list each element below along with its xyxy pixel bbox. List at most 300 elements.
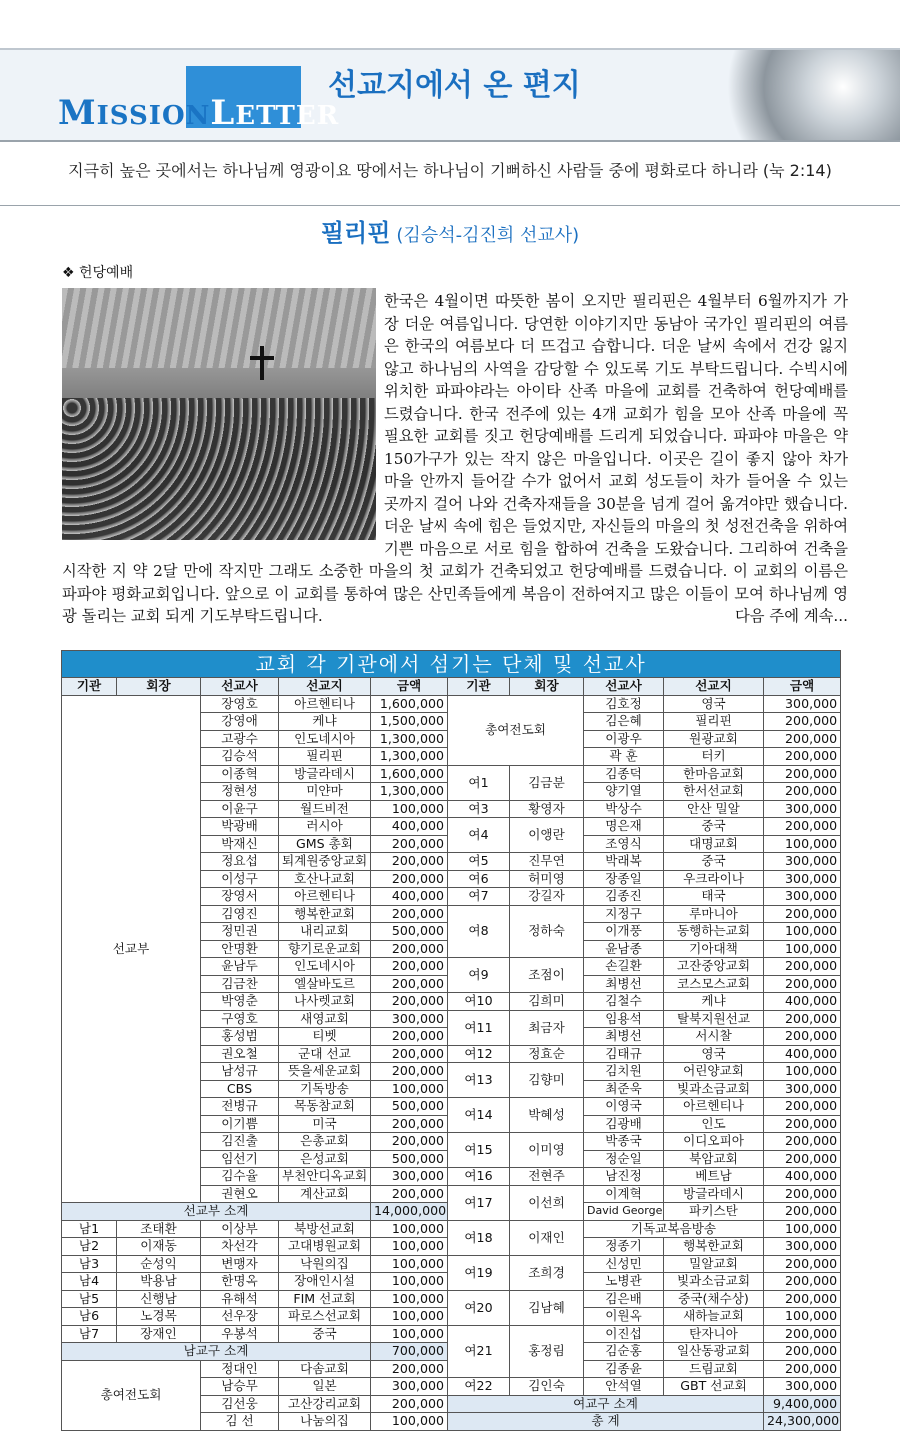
country-heading <box>0 213 900 248</box>
head: 신행남 <box>117 1290 201 1308</box>
missionary-name: 김선웅 <box>201 1395 279 1413</box>
missionary-name: 김태규 <box>584 1045 664 1063</box>
country-name: 필리핀 <box>320 219 391 247</box>
org: 여16 <box>448 1168 510 1186</box>
head: 이앵란 <box>510 818 584 853</box>
amount: 100,000 <box>764 940 841 958</box>
mission-field: 목동참교회 <box>279 1098 371 1116</box>
mission-field: 어린양교회 <box>664 1063 764 1081</box>
org: 여17 <box>448 1185 510 1220</box>
head: 조점이 <box>510 958 584 993</box>
amount: 200,000 <box>371 993 448 1011</box>
amount: 200,000 <box>371 1395 448 1413</box>
mission-field: 베트남 <box>664 1168 764 1186</box>
amount: 200,000 <box>371 975 448 993</box>
donation-table <box>61 650 841 1431</box>
missionary-name: 김금찬 <box>201 975 279 993</box>
org: 여18 <box>448 1220 510 1255</box>
missionary-name: 정종기 <box>584 1238 664 1256</box>
mission-field: 아르헨티나 <box>279 888 371 906</box>
amount: 200,000 <box>371 853 448 871</box>
amount: 300,000 <box>371 1168 448 1186</box>
missionary-name: 강영애 <box>201 713 279 731</box>
table-header-row <box>62 678 841 696</box>
missionary-name: 지정구 <box>584 905 664 923</box>
subtotal-label: 여교구 소계 <box>448 1395 764 1413</box>
amount: 100,000 <box>371 1238 448 1256</box>
missionary-name: 정요섭 <box>201 853 279 871</box>
missionary-name: 김종덕 <box>584 765 664 783</box>
org: 여1 <box>448 765 510 800</box>
amount: 200,000 <box>764 1325 841 1343</box>
mission-field: 한서선교회 <box>664 783 764 801</box>
head: 조희경 <box>510 1255 584 1290</box>
missionary-name: 장종일 <box>584 870 664 888</box>
missionary-name: 유해석 <box>201 1290 279 1308</box>
head: 김향미 <box>510 1063 584 1098</box>
amount: 200,000 <box>371 905 448 923</box>
mission-field: 고대병원교회 <box>279 1238 371 1256</box>
head: 노경목 <box>117 1308 201 1326</box>
missionary-name: 이상부 <box>201 1220 279 1238</box>
amount: 1,600,000 <box>371 765 448 783</box>
missionary-name: 홍성범 <box>201 1028 279 1046</box>
cross-icon-bar <box>250 356 274 360</box>
missionary-name: 차선각 <box>201 1238 279 1256</box>
amount: 200,000 <box>764 1098 841 1116</box>
head: 황영자 <box>510 800 584 818</box>
missionary-name: 선우장 <box>201 1308 279 1326</box>
missionary-name: 박영춘 <box>201 993 279 1011</box>
mission-field: 케냐 <box>279 713 371 731</box>
section-title: ❖ 헌당예배 <box>62 265 134 281</box>
missionary-name: 김순홍 <box>584 1343 664 1361</box>
column-header: 기관 <box>448 678 510 696</box>
head: 박용남 <box>117 1273 201 1291</box>
missionary-name: 김종진 <box>584 888 664 906</box>
missionary-name: 김수율 <box>201 1168 279 1186</box>
head: 김인숙 <box>510 1378 584 1396</box>
photo-crowd <box>62 398 376 540</box>
missionary-name: 남승무 <box>201 1378 279 1396</box>
missionary-name: 박광배 <box>201 818 279 836</box>
head: 순성익 <box>117 1255 201 1273</box>
missionary-name: 장영서 <box>201 888 279 906</box>
mission-field: 아르헨티나 <box>664 1098 764 1116</box>
mission-field: 드림교회 <box>664 1360 764 1378</box>
photo-roof <box>62 288 376 368</box>
mission-field: 영국 <box>664 695 764 713</box>
amount: 200,000 <box>764 1343 841 1361</box>
mission-field: 티벳 <box>279 1028 371 1046</box>
column-header: 선교사 <box>201 678 279 696</box>
head: 이선희 <box>510 1185 584 1220</box>
mission-field: GBT 선교회 <box>664 1378 764 1396</box>
mission-field: 뜻을세운교회 <box>279 1063 371 1081</box>
amount: 300,000 <box>764 1238 841 1256</box>
head: 진무연 <box>510 853 584 871</box>
mission-field: 방글라데시 <box>664 1185 764 1203</box>
mission-field: 케냐 <box>664 993 764 1011</box>
missionary-name: 권현오 <box>201 1185 279 1203</box>
church-dedication-photo <box>62 288 376 540</box>
amount: 300,000 <box>764 888 841 906</box>
missionary-name: 최병선 <box>584 975 664 993</box>
amount: 500,000 <box>371 923 448 941</box>
amount: 200,000 <box>371 835 448 853</box>
mission-field: 밀알교회 <box>664 1255 764 1273</box>
missionary-name: 전병규 <box>201 1098 279 1116</box>
missionary-name: 장영호 <box>201 695 279 713</box>
head: 정하숙 <box>510 905 584 958</box>
org-label: 선교부 <box>62 695 201 1203</box>
column-header: 금액 <box>764 678 841 696</box>
amount: 1,300,000 <box>371 748 448 766</box>
missionary-name: 박상수 <box>584 800 664 818</box>
mission-field: 대명교회 <box>664 835 764 853</box>
org: 남7 <box>62 1325 117 1343</box>
amount: 100,000 <box>371 1413 448 1431</box>
missionary-name: 안명환 <box>201 940 279 958</box>
head: 장재인 <box>117 1325 201 1343</box>
head: 정효순 <box>510 1045 584 1063</box>
missionary-name: 남성규 <box>201 1063 279 1081</box>
amount: 300,000 <box>371 1378 448 1396</box>
amount: 200,000 <box>371 1045 448 1063</box>
mission-field: 서시찰 <box>664 1028 764 1046</box>
mission-field: 러시아 <box>279 818 371 836</box>
mission-field: 북방선교회 <box>279 1220 371 1238</box>
amount: 200,000 <box>371 1063 448 1081</box>
org: 남4 <box>62 1273 117 1291</box>
missionary-name: 노병관 <box>584 1273 664 1291</box>
cross-icon <box>260 346 264 380</box>
mission-field: 한마음교회 <box>664 765 764 783</box>
missionary-name: 정민권 <box>201 923 279 941</box>
amount: 100,000 <box>371 800 448 818</box>
mission-field: 고잔중앙교회 <box>664 958 764 976</box>
amount: 100,000 <box>764 1063 841 1081</box>
mission-field: 기아대책 <box>664 940 764 958</box>
head: 김금분 <box>510 765 584 800</box>
amount: 200,000 <box>764 713 841 731</box>
org: 여19 <box>448 1255 510 1290</box>
missionary-name: 이개풍 <box>584 923 664 941</box>
missionary-name: 변맹자 <box>201 1255 279 1273</box>
amount: 200,000 <box>764 975 841 993</box>
amount: 100,000 <box>371 1308 448 1326</box>
missionary-name: 이성구 <box>201 870 279 888</box>
mission-field: 필리핀 <box>664 713 764 731</box>
mission-field: 파로스선교회 <box>279 1308 371 1326</box>
mission-field: 인도네시아 <box>279 958 371 976</box>
table-title: 교회 각 기관에서 섬기는 단체 및 선교사 <box>62 651 841 678</box>
head: 김남혜 <box>510 1290 584 1325</box>
amount: 200,000 <box>764 783 841 801</box>
missionary-name: 신성민 <box>584 1255 664 1273</box>
missionary-name: 이원옥 <box>584 1308 664 1326</box>
mission-field: 중국 <box>664 818 764 836</box>
continued-note: 다음 주에 계속... <box>735 607 848 625</box>
mission-field: 터키 <box>664 748 764 766</box>
amount: 200,000 <box>764 958 841 976</box>
missionary-name: 우봉석 <box>201 1325 279 1343</box>
amount: 200,000 <box>764 905 841 923</box>
missionary-name: 박종국 <box>584 1133 664 1151</box>
missionary-name: 안석열 <box>584 1378 664 1396</box>
missionary-name: 김영진 <box>201 905 279 923</box>
amount: 200,000 <box>764 1185 841 1203</box>
amount: 200,000 <box>371 958 448 976</box>
amount: 200,000 <box>764 1203 841 1221</box>
mission-field: 은총교회 <box>279 1133 371 1151</box>
org: 여6 <box>448 870 510 888</box>
missionary-name: 김은배 <box>584 1290 664 1308</box>
amount: 1,600,000 <box>371 695 448 713</box>
org: 여20 <box>448 1290 510 1325</box>
amount: 400,000 <box>371 818 448 836</box>
mission-field: 행복한교회 <box>279 905 371 923</box>
head: 강길자 <box>510 888 584 906</box>
verse-divider <box>0 205 900 206</box>
amount: 300,000 <box>764 695 841 713</box>
amount: 300,000 <box>764 1080 841 1098</box>
amount: 1,300,000 <box>371 783 448 801</box>
mission-field: 우크라이나 <box>664 870 764 888</box>
mission-field: 중국 <box>664 853 764 871</box>
missionary-name: CBS <box>201 1080 279 1098</box>
amount: 200,000 <box>764 748 841 766</box>
amount: 1,500,000 <box>371 713 448 731</box>
mission-field: 새영교회 <box>279 1010 371 1028</box>
missionary-name: 이기쁨 <box>201 1115 279 1133</box>
mission-field: 월드비전 <box>279 800 371 818</box>
amount: 100,000 <box>764 923 841 941</box>
missionary-name: David George <box>584 1203 664 1221</box>
header-divider <box>0 140 900 142</box>
amount: 100,000 <box>371 1290 448 1308</box>
amount: 400,000 <box>371 888 448 906</box>
missionary-name: 김 선 <box>201 1413 279 1431</box>
amount: 300,000 <box>371 1010 448 1028</box>
head: 이재인 <box>510 1220 584 1255</box>
org: 남6 <box>62 1308 117 1326</box>
mission-field: 중국(채수상) <box>664 1290 764 1308</box>
missionary-names: (김승석-김진희 선교사) <box>396 225 580 246</box>
missionary-name: 이윤구 <box>201 800 279 818</box>
globe-image <box>710 50 900 142</box>
org: 여7 <box>448 888 510 906</box>
amount: 200,000 <box>371 1028 448 1046</box>
amount: 200,000 <box>764 1255 841 1273</box>
mission-field: 영국 <box>664 1045 764 1063</box>
mission-field: 인도 <box>664 1115 764 1133</box>
head: 박혜성 <box>510 1098 584 1133</box>
head: 김희미 <box>510 993 584 1011</box>
missionary-name: 임선기 <box>201 1150 279 1168</box>
grand-total-label: 총 계 <box>448 1413 764 1431</box>
mission-field: 계산교회 <box>279 1185 371 1203</box>
missionary-name: 명은재 <box>584 818 664 836</box>
amount: 200,000 <box>764 1115 841 1133</box>
amount: 200,000 <box>371 940 448 958</box>
missionary-name: 윤남종 <box>584 940 664 958</box>
table-row <box>62 1325 841 1343</box>
mission-field: 군대 선교 <box>279 1045 371 1063</box>
mission-field: 기독방송 <box>279 1080 371 1098</box>
mission-field: 행복한교회 <box>664 1238 764 1256</box>
mission-field: 코스모스교회 <box>664 975 764 993</box>
org: 여3 <box>448 800 510 818</box>
amount: 100,000 <box>371 1220 448 1238</box>
head: 홍정림 <box>510 1325 584 1378</box>
missionary-name: 이영국 <box>584 1098 664 1116</box>
mission-field: 필리핀 <box>279 748 371 766</box>
mission-field: 인도네시아 <box>279 730 371 748</box>
subtotal-label: 남교구 소계 <box>62 1343 371 1361</box>
amount: 100,000 <box>764 1308 841 1326</box>
amount: 400,000 <box>764 1168 841 1186</box>
amount: 200,000 <box>764 1010 841 1028</box>
org: 여12 <box>448 1045 510 1063</box>
amount: 100,000 <box>764 835 841 853</box>
missionary-name: 윤남두 <box>201 958 279 976</box>
mission-field: 고산강리교회 <box>279 1395 371 1413</box>
org-label: 총여전도회 <box>448 695 584 765</box>
mission-field: 빛과소금교회 <box>664 1080 764 1098</box>
mission-field: 미국 <box>279 1115 371 1133</box>
missionary-name: 구영호 <box>201 1010 279 1028</box>
amount: 200,000 <box>371 1360 448 1378</box>
amount: 300,000 <box>764 870 841 888</box>
missionary-name: 기독교복음방송 <box>584 1220 764 1238</box>
mission-field: 동행하는교회 <box>664 923 764 941</box>
mission-field: 루마니아 <box>664 905 764 923</box>
mission-field: 엘살바도르 <box>279 975 371 993</box>
missionary-name: 최준욱 <box>584 1080 664 1098</box>
org: 여14 <box>448 1098 510 1133</box>
missionary-name: 김종윤 <box>584 1360 664 1378</box>
missionary-name: 이종혁 <box>201 765 279 783</box>
mission-field: 향기로운교회 <box>279 940 371 958</box>
mission-field: 새하늘교회 <box>664 1308 764 1326</box>
missionary-name: 권오철 <box>201 1045 279 1063</box>
mission-field: 아르헨티나 <box>279 695 371 713</box>
mission-field: 부천안디옥교회 <box>279 1168 371 1186</box>
table-row <box>62 1290 841 1308</box>
amount: 200,000 <box>764 1273 841 1291</box>
mission-letter-logo: MISSIONLETTER <box>58 93 340 133</box>
amount: 500,000 <box>371 1150 448 1168</box>
missionary-name: 최병선 <box>584 1028 664 1046</box>
column-header: 금액 <box>371 678 448 696</box>
missionary-name: 박래복 <box>584 853 664 871</box>
head: 조태환 <box>117 1220 201 1238</box>
subtotal-label: 선교부 소계 <box>62 1203 371 1221</box>
amount: 200,000 <box>371 1185 448 1203</box>
mission-field: 일산동광교회 <box>664 1343 764 1361</box>
letter-text: 한국은 4월이면 따뜻한 봄이 오지만 필리핀은 4월부터 6월까지가 가장 더운 여름입니다. 당연한 이야기지만 동남아 국가인 필리핀의 여름은 한국의 여름보다 더 뜨겁고 습합니다. 더운 날씨 속에서 건강 잃지 않고 하나님의 사역을 감당할 수 있도록 기도 부탁드립니다. 수빅시에 위치한 파파야라는 아이타 산족 마을에 교회를 건축하여 헌당예배를 드렸습니다. 한국 전주에 있는 4개 교회가 힘을 모아 산족 마을에 꼭 필요한 교회를 짓고 헌당예배를 드리게 되었습니다. 파파야 마을은 약 150가구가 있는 작지 않은 마을입니다. 이곳은 길이 좋지 않아 차가 마을 안까지 들어갈 수가 없어서 교회 성도들이 차가 들어올 수 있는 곳까지 걸어 나와 건축자재들을 30분을 넘게 걸어 옮겨야만 했습니다. 더운 날씨 속에 힘은 들었지만, 자신들의 마을의 첫 성전건축을 위하여 기쁜 마음으로 서로 힘을 합하여 건축을 도왔습니다. 그리하여 건축을 시작한 지 약 2달 만에 작지만 그래도 소중한 마을의 첫 교회가 건축되었고 헌당예배를 드렸습니다. 이 교회의 이름은 파파야 평화교회입니다. 앞으로 이 교회를 통하여 많은 산민족들에게 복음이 전하여지고 많은 이들이 모여 하나님께 영광 돌리는 교회 되게 기도부탁드립니다. <box>62 292 848 625</box>
mission-field: 내리교회 <box>279 923 371 941</box>
org: 여11 <box>448 1010 510 1045</box>
missionary-name: 김은혜 <box>584 713 664 731</box>
amount: 200,000 <box>764 1360 841 1378</box>
amount: 500,000 <box>371 1098 448 1116</box>
missionary-name: 박재신 <box>201 835 279 853</box>
missionary-name: 김치원 <box>584 1063 664 1081</box>
missionary-name: 양기열 <box>584 783 664 801</box>
amount: 200,000 <box>764 1028 841 1046</box>
column-header: 선교지 <box>279 678 371 696</box>
column-header: 기관 <box>62 678 117 696</box>
amount: 300,000 <box>764 1378 841 1396</box>
mission-field: 다솜교회 <box>279 1360 371 1378</box>
org: 여9 <box>448 958 510 993</box>
missionary-name: 남진정 <box>584 1168 664 1186</box>
mission-field: 호산나교회 <box>279 870 371 888</box>
amount: 200,000 <box>764 765 841 783</box>
missionary-name: 김승석 <box>201 748 279 766</box>
missionary-name: 김호정 <box>584 695 664 713</box>
org: 남5 <box>62 1290 117 1308</box>
mission-field: 나사렛교회 <box>279 993 371 1011</box>
mission-field: 퇴계원중앙교회 <box>279 853 371 871</box>
mission-field: 안산 밀알 <box>664 800 764 818</box>
org: 남1 <box>62 1220 117 1238</box>
mission-field: 탈북지원선교 <box>664 1010 764 1028</box>
amount: 100,000 <box>371 1325 448 1343</box>
mission-field: 방글라데시 <box>279 765 371 783</box>
mission-field: 나눔의집 <box>279 1413 371 1431</box>
table-row <box>62 1255 841 1273</box>
missionary-name: 이진섭 <box>584 1325 664 1343</box>
column-header: 회장 <box>117 678 201 696</box>
amount: 300,000 <box>764 853 841 871</box>
amount: 200,000 <box>764 1133 841 1151</box>
missionary-name: 김철수 <box>584 993 664 1011</box>
amount: 300,000 <box>764 800 841 818</box>
mission-field: 이디오피아 <box>664 1133 764 1151</box>
table-row <box>62 1220 841 1238</box>
missionary-name: 한명옥 <box>201 1273 279 1291</box>
mission-field: 미얀마 <box>279 783 371 801</box>
mission-field: 빛과소금교회 <box>664 1273 764 1291</box>
amount: 100,000 <box>371 1273 448 1291</box>
org: 여15 <box>448 1133 510 1168</box>
org: 남2 <box>62 1238 117 1256</box>
bible-verse: 지극히 높은 곳에서는 하나님께 영광이요 땅에서는 하나님이 기뻐하신 사람들 중에 평화로다 하니라 (눅 2:14) <box>68 161 832 180</box>
mission-field: 북암교회 <box>664 1150 764 1168</box>
column-header: 선교지 <box>664 678 764 696</box>
mission-field: 은성교회 <box>279 1150 371 1168</box>
amount: 200,000 <box>371 1115 448 1133</box>
mission-field: 원광교회 <box>664 730 764 748</box>
amount: 1,300,000 <box>371 730 448 748</box>
subtotal-amount: 700,000 <box>371 1343 448 1361</box>
missionary-name: 임용석 <box>584 1010 664 1028</box>
subtotal-amount: 9,400,000 <box>764 1395 841 1413</box>
amount: 200,000 <box>764 1290 841 1308</box>
mission-field: 낙원의집 <box>279 1255 371 1273</box>
missionary-name: 곽 훈 <box>584 748 664 766</box>
head: 허미영 <box>510 870 584 888</box>
missionary-name: 이계혁 <box>584 1185 664 1203</box>
org: 여21 <box>448 1325 510 1378</box>
mission-field: 태국 <box>664 888 764 906</box>
amount: 400,000 <box>764 993 841 1011</box>
missionary-name: 조영식 <box>584 835 664 853</box>
amount: 200,000 <box>764 730 841 748</box>
